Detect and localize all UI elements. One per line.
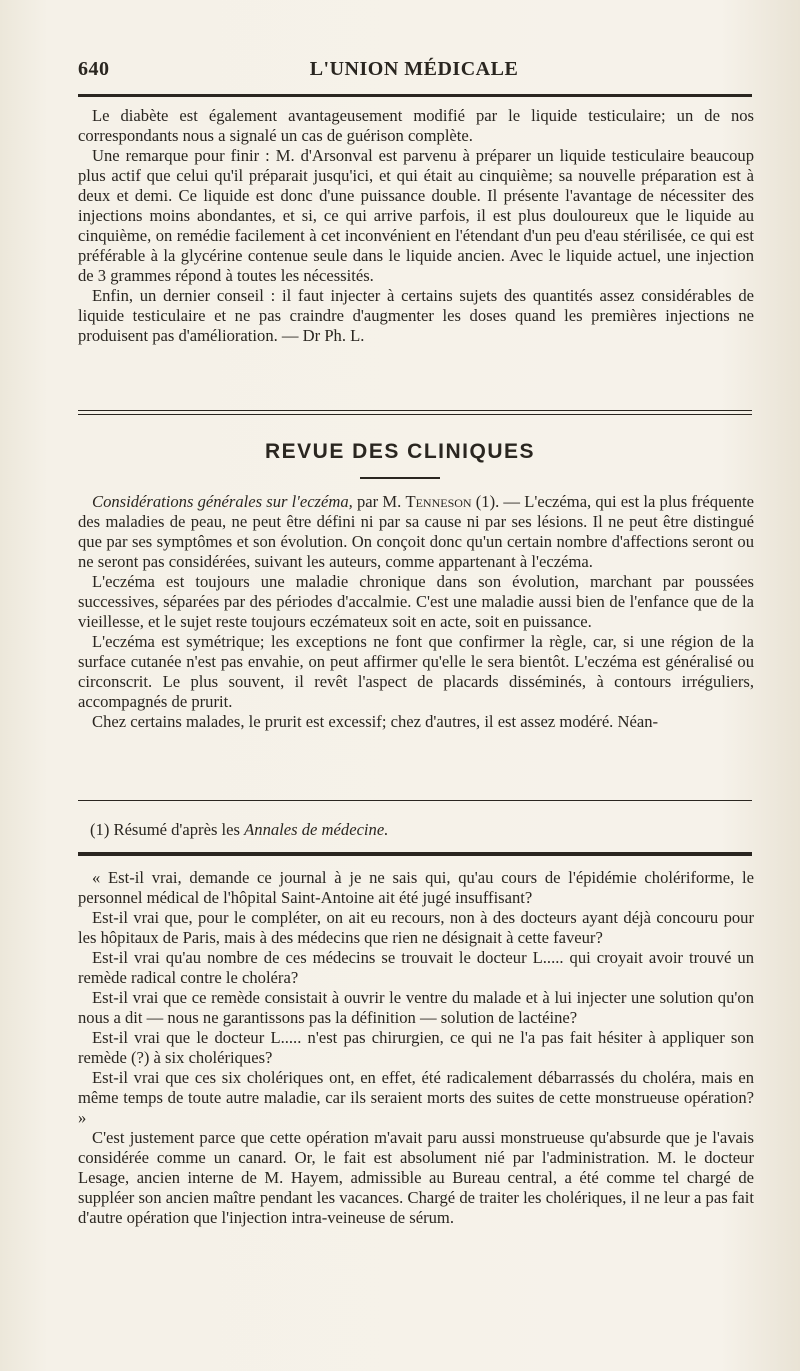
paragraph: Est-il vrai que, pour le compléter, on ait eu recours, non à des docteurs ayant déjà concouru pour les hôpitaux de Paris, mais à des médecins que rien ne désignait à cette faveur? <box>78 908 754 947</box>
header-rule <box>78 94 752 97</box>
paragraph: L'eczéma est symétrique; les exceptions ne font que confirmer la règle, car, si une région de la surface cutanée n'est pas envahie, on peut affirmer qu'elle le sera bientôt. L'eczéma est généralisé ou circonscrit. Le plus souvent, il revêt l'aspect de placards disséminés, à contours irréguliers, accompagnés de prurit. <box>78 632 754 711</box>
running-header <box>78 58 750 88</box>
paragraph: Chez certains malades, le prurit est excessif; chez d'autres, il est assez modéré. Néan- <box>92 712 659 731</box>
paragraph: Une remarque pour finir : M. d'Arsonval est parvenu à préparer un liquide testiculaire beaucoup plus actif que celui qu'il préparait jusqu'ici, et qui était au cinquième; sa nouvelle préparation est à deux et demi. Ce liquide est donc d'une puissance double. Il présente l'avantage de nécessiter des injections moins abondantes, et si, ce qui arrive parfois, il est plus douloureux que le liquide au cinquième, on remédie facilement à cet inconvénient en l'étendant d'un peu d'eau stérilisée, ce qui est préférable à la glycérine contenue seule dans le liquide ancien. Avec le liquide actuel, une injection de 3 grammes répond à toutes les nécessités. <box>78 146 754 285</box>
footnote <box>90 820 388 840</box>
top-section <box>78 106 754 346</box>
paragraph: Est-il vrai qu'au nombre de ces médecins se trouvait le docteur L..... qui croyait avoir trouvé un remède radical contre le choléra? <box>78 948 754 987</box>
lead-rest: L'eczéma, qui est la plus fréquente des maladies de peau, ne peut être défini ni par sa cause ni par ses lésions. Il ne peut être distingué que par ses symptômes et son évolution. On conçoit donc qu'un certain nombre d'affections seront ou ne seront pas considérées, suivant les auteurs, comme appartenant à l'eczéma. <box>78 492 755 571</box>
paragraph: Est-il vrai que le docteur L..... n'est pas chirurgien, ce qui ne l'a pas fait hésiter à appliquer son remède (?) à six cholériques? <box>78 1028 754 1067</box>
section-rule-bottom <box>78 414 752 415</box>
page-number: 640 <box>78 58 110 80</box>
footnote-marker: (1) <box>90 820 114 839</box>
paragraph: Est-il vrai que ce remède consistait à ouvrir le ventre du malade et à lui injecter une solution qu'on nous a dit — nous ne garantissons pas la définition — solution de lactéine? <box>78 988 754 1027</box>
paragraph: Est-il vrai que ces six cholériques ont, en effet, été radicalement débarrassés du choléra, mais en même temps de toute autre maladie, car ils seraient morts des suites de cette monstrueuse opération? » <box>78 1068 754 1127</box>
paragraph: C'est justement parce que cette opération m'avait paru aussi monstrueuse qu'absurde que je l'avais considérée comme un canard. Or, le fait est absolument nié par l'administration. M. le docteur Lesage, ancien interne de M. Hayem, admissible au Bureau central, a été comme tel chargé de suppléer son ancien maître pendant les vacances. Chargé de traiter les cholériques, il ne leur a pas fait d'autre opération que l'injection intra-veineuse de sérum. <box>78 1128 754 1227</box>
paragraph: « Est-il vrai, demande ce journal à je ne sais qui, qu'au cours de l'épidémie cholériforme, le personnel médical de l'hôpital Saint-Antoine ait été jugé insuffisant? <box>78 868 754 907</box>
clinic-section <box>78 492 754 732</box>
section-title: REVUE DES CLINIQUES <box>264 440 536 463</box>
paragraph: Le diabète est également avantageusement modifié par le liquide testiculaire; un de nos correspondants nous a signalé un cas de guérison complète. <box>78 106 754 145</box>
lead-author: Tenneson <box>405 492 472 511</box>
footnote-italic: Annales de médecine. <box>244 820 389 839</box>
lead-italic: Considérations générales sur l'eczéma, <box>92 492 353 511</box>
paragraph: Enfin, un dernier conseil : il faut injecter à certains sujets des quantités assez considérables de liquide testiculaire et ne pas craindre d'augmenter les doses quand les premières injections ne produisent pas d'amélioration. — Dr Ph. L. <box>78 286 754 345</box>
bottom-section <box>78 868 754 1228</box>
footnote-text: Résumé d'après les <box>113 820 245 839</box>
footnote-rule <box>78 800 752 801</box>
separator-rule <box>78 852 752 856</box>
paragraph: L'eczéma est toujours une maladie chronique dans son évolution, marchant par poussées successives, séparées par des périodes d'accalmie. C'est une maladie aussi bien de l'enfance que de la vieillesse, et le sujet reste toujours eczémateux soit en acte, soit en puissance. <box>78 572 754 631</box>
journal-title: L'UNION MÉDICALE <box>309 58 519 80</box>
lead-author-prefix: par M. <box>352 492 406 511</box>
lead-paragraph <box>78 492 754 572</box>
section-rule-top <box>78 410 752 411</box>
title-underline <box>360 477 440 479</box>
lead-note-ref: (1). — <box>471 492 525 511</box>
